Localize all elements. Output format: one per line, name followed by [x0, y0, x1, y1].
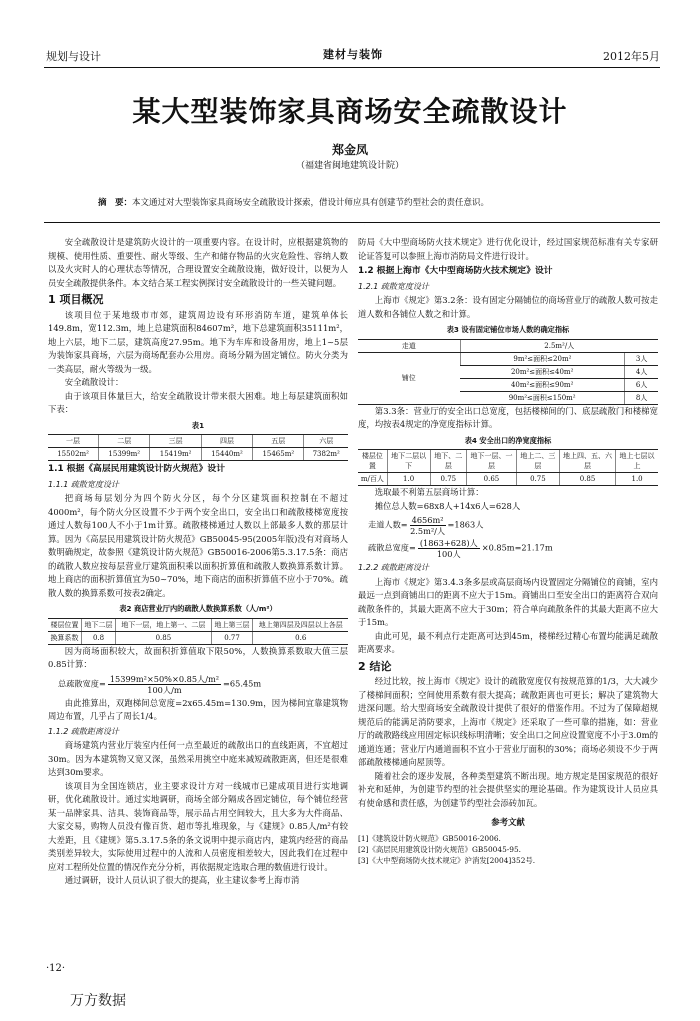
table4-header: 地下二层以下: [387, 450, 430, 473]
table1-header: 一层: [48, 435, 99, 448]
equation-fraction: [418, 538, 480, 559]
table4-header: 地上四、五、六层: [559, 450, 615, 473]
continued-paragraph: 防局《大中型商场防火技术规定》进行优化设计，经过国家规范标准有关专家研论证答复可以参照上海市消防局文件进行设计。: [358, 237, 658, 261]
table3-aisle-label: 走道: [358, 339, 460, 352]
table2-cell: 0.85: [116, 631, 212, 644]
header-date: 2012年5月: [603, 50, 660, 63]
table2-header: 地上第三层: [211, 618, 253, 631]
table3-cell: 90m²≤面积≤150m²: [460, 391, 625, 404]
table2: [48, 618, 348, 645]
table4-cell: 0.75: [516, 473, 559, 486]
article-author: 郑金凤: [331, 143, 368, 157]
table3-aisle-value: 2.5m²/人: [460, 339, 658, 352]
conclusion-paragraph-2: 随着社会的逐步发展，各种类型建筑不断出现。地方规定是国家规范的很好补充和延伸，为创建节约型的社会提供坚实的理论基础。作为建筑设计人员应具有使命感和责任感，为创建节约型社会添砖加瓦。: [358, 770, 658, 808]
article-affiliation: （福建省闽地建筑设计院）: [295, 161, 404, 171]
booth-count-paragraph: 摊位总人数=68x8人+14x6人=628人: [374, 500, 521, 511]
table3-row: [358, 352, 658, 365]
table4-caption: 表4 安全出口的净宽度指标: [464, 435, 552, 445]
subsection-1-2: 1.2 根据上海市《大中型商场防火技术规定》设计: [358, 266, 553, 276]
subsection-1-1-1: 1.1.1 疏散宽度设计: [48, 479, 119, 489]
table2-header: 楼层位置: [48, 618, 82, 631]
table1-cell: 7382m²: [304, 448, 348, 461]
watermark: 万方数据: [70, 993, 126, 1009]
overview-paragraph: 该项目位于某地级市市郊，建筑周边设有环形消防车道，建筑单体长149.8m，宽112.3m，地上总建筑面积84607m²，地下总建筑面积35111m²，地上六层，地下二层，建筑高度27.95m。地下为车库和设备用房，地上1~5层为装饰家具商场，六层为商场配套办公用房。商场分隔为固定铺位。防火分类为一类高层，耐火等级为一级。: [48, 309, 348, 374]
table4-header: 地下一层、一层: [467, 450, 517, 473]
section-heading-1: 1 项目概况: [48, 293, 104, 306]
table3-cell: 3人: [625, 352, 658, 365]
width-design-paragraph: 把商场每层划分为四个防火分区，每个分区建筑面积控制在不超过4000m²，每个防火分区设置不少于两个安全出口，安全出口和疏散楼梯宽度按通过人数每100人不小于1m计算。疏散楼梯通过人数以上部最多人数的那层计算。因为《高层民用建筑设计防火规范》GB50045-95(2005年版)没有对商场人数明确规定，故参照《建筑设计防火规范》GB50016-2006第5.3.17.5条：商店的疏散人数应按每层营业厅建筑面积乘以面积折算值和疏散人数换算系数计算。地上商店的面积折算值宜为50~70%，地下商店的面积折算值不应小于70%。疏散人数的换算系数可按表2确定。: [48, 493, 348, 598]
table2-row-label: 换算系数: [48, 631, 82, 644]
distance-result-paragraph: 由此可见，最不利点行走距离可达到45m，楼梯经过精心布置均能满足疏散距离要求。: [358, 630, 658, 654]
table1-caption: 表1: [191, 420, 205, 430]
continuation-paragraph: 通过调研，设计人员认识了很大的提高，业主建议参考上海市消: [64, 875, 300, 885]
table1-header: 四层: [201, 435, 252, 448]
table3-cell: 9m²≤面积≤20m²: [460, 352, 625, 365]
abstract: [98, 196, 622, 208]
abstract-text: 本文通过对大型装饰家具商场安全疏散设计探索，借设计师应具有创建节约型社会的责任意识。: [132, 198, 490, 208]
abstract-rule: [44, 222, 660, 223]
rule-3-2-paragraph: 上海市《规定》第3.2条：设有固定分隔铺位的商场营业厅的疏散人数可按走道人数和各铺位人数之和计算。: [358, 295, 658, 319]
table4: [358, 449, 658, 486]
reference-item: [1]《建筑设计防火规范》GB50016-2006.: [358, 833, 501, 843]
table4-cell: 0.65: [467, 473, 517, 486]
table1-header: 五层: [253, 435, 304, 448]
reference-item: [2]《高层民用建筑设计防火规范》GB50045-95.: [358, 844, 522, 854]
table4-header-row: [358, 450, 658, 473]
equation-aisle-people: [368, 515, 658, 536]
subsection-1-1-2: 1.1.2 疏散距离设计: [48, 726, 119, 736]
equation-exit-width: [368, 538, 658, 559]
table2-caption: 表2 商店营业厅内的疏散人数换算系数（人/m²）: [119, 604, 277, 613]
equation-prefix: 疏散总宽度=: [368, 542, 416, 553]
table4-header: 地上七层以上: [616, 450, 658, 473]
table1-cell: 15465m²: [253, 448, 304, 461]
table2-cell: 0.8: [82, 631, 116, 644]
subsection-1-2-2: 1.2.2 疏散距离设计: [358, 563, 429, 572]
equation-prefix: 走道人数=: [368, 519, 408, 530]
table2-header-row: [48, 618, 348, 631]
table3-cell: 4人: [625, 365, 658, 378]
table4-header: 地下、二层: [430, 450, 467, 473]
table2-row: [48, 631, 348, 644]
table4-cell: 1.0: [387, 473, 430, 486]
references-list: [358, 833, 658, 866]
header-rule: [44, 67, 660, 68]
table1: [48, 434, 348, 461]
rule-3-4-3-paragraph: 上海市《规定》第3.4.3条多层或高层商场内设置固定分隔铺位的商铺，室内最远一点到商铺出口的距离不应大于15m。商铺出口至安全出口的距离符合双向疏散条件的，其最大距离不应大于30m；符合单向疏散条件的其最大距离不应大于15m。: [358, 576, 658, 627]
references-title: 参考文献: [491, 817, 525, 827]
table1-header: 二层: [99, 435, 150, 448]
table2-header: 地下一层，地上第一、二层: [116, 618, 212, 631]
table1-cell: 15502m²: [48, 448, 99, 461]
table3-group-label: 铺位: [358, 352, 460, 404]
table1-header: 六层: [304, 435, 348, 448]
table3-caption: 表3 设有固定铺位市场人数的确定指标: [446, 325, 570, 334]
table4-header: 地上二、三层: [516, 450, 559, 473]
equation-numerator: (1863+628)人: [419, 538, 478, 548]
intro-paragraph: 安全疏散设计是建筑防火设计的一项重要内容。在设计时，应根据建筑物的规模、使用性质、重要性、耐火等级、生产和储存物品的火灾危险性、容纳人数以及火灾时人的心理状态等情况，合理设置安全疏散设施，做好设计，以便为人员安全疏散提供条件。本文结合某工程实例探讨安全疏散设计的一些关键问题。: [48, 237, 348, 288]
table1-header-row: [48, 435, 348, 448]
equation-prefix: 总疏散宽度=: [58, 678, 106, 688]
table1-cell: 15399m²: [99, 448, 150, 461]
equation-numerator: 15399m²×50%×0.85人/m²: [109, 673, 220, 684]
assumption-paragraph: 因为商场面积较大，故面积折算值取下限50%，人数换算系数取大值三层0.85计算：: [48, 645, 348, 669]
table2-header: 地下二层: [82, 618, 116, 631]
rule-3-3-paragraph: 第3.3条：营业厅的安全出口总宽度，包括楼梯间的门、底层疏散门和楼梯宽度，均按表4规定的净宽度指标计算。: [358, 405, 658, 429]
conclusion-paragraph-1: 经过比较，按上海市《规定》设计的疏散宽度仅有按规范算的1/3，大大减少了楼梯间面积；空间使用系数有很大提高；疏散距离也可更长；解决了建筑物大进深问题。给大型商场安全疏散设计提供了很好的借鉴作用。不过为了保障超规规范后的能满足消防要求，上海市《规定》还采取了一些可靠的措施，如：营业厅的疏散路线应用固定标识线标明清晰；安全出口之间应设置宽度不小于3.0m的通道连通；营业厅内通道面积不宜小于营业厅面积的30%；商场必须设不少于两部疏散楼梯通向屋顶等。: [358, 676, 658, 767]
header-journal: 建材与装饰: [323, 48, 383, 61]
equation-result: =1863人: [447, 519, 484, 530]
table4-cell: 1.0: [616, 473, 658, 486]
table3-row: [358, 339, 658, 352]
table2-header: 地上第四层及四层以上各层: [253, 618, 348, 631]
table1-cell: 15440m²: [201, 448, 252, 461]
equation-numerator: 4656m²: [411, 515, 444, 525]
equation-result: ×0.85m=21.17m: [481, 542, 553, 553]
page-number: ·12·: [46, 963, 66, 974]
design-paragraph: 由于该项目体量巨大，给安全疏散设计带来很大困难。地上每层建筑面积如下表：: [48, 390, 348, 414]
left-column: [48, 236, 348, 888]
reference-item: [3]《大中型商场防火技术规定》沪消发[2004]352号.: [358, 855, 536, 865]
equation-fraction: [410, 515, 446, 536]
article-title: 某大型装饰家具商场安全疏散设计: [132, 95, 568, 128]
table2-cell: 0.6: [253, 631, 348, 644]
abstract-label: 摘 要：: [98, 198, 133, 208]
table3-cell: 8人: [625, 391, 658, 404]
table4-cell: 0.85: [559, 473, 615, 486]
equation-denominator: 100人/m: [147, 684, 182, 695]
table3: [358, 339, 658, 405]
table1-header: 三层: [150, 435, 201, 448]
table1-cell: 15419m²: [150, 448, 201, 461]
table4-row: [358, 473, 658, 486]
table4-row-label: m/百人: [358, 473, 387, 486]
subsection-1-1: 1.1 根据《高层民用建筑设计防火规范》设计: [48, 464, 225, 474]
choose-floor-paragraph: 选取最不利第五层商场计算：: [374, 487, 484, 497]
right-column: [358, 236, 658, 866]
distance-paragraph: 商场建筑内营业厅装室内任何一点至最近的疏散出口的直线距离，不宜超过30m。因为本建筑物又宽又深，虽然采用挑空中庭来减短疏散距离，但还是很难达到30m要求。: [48, 740, 348, 777]
equation-total-width: [58, 674, 348, 695]
header-section: 规划与设计: [46, 50, 101, 63]
stair-width-paragraph: 由此推算出，双跑梯间总宽度=2x65.45m=130.9m，因为梯间宜靠建筑物周边布置，几乎占了周长1/4。: [48, 697, 348, 721]
table4-cell: 0.75: [430, 473, 467, 486]
running-header: [46, 46, 660, 66]
table4-header: 楼层位置: [358, 450, 387, 473]
table3-cell: 6人: [625, 378, 658, 391]
table2-cell: 0.77: [211, 631, 253, 644]
subsection-1-2-1: 1.2.1 疏散宽度设计: [358, 281, 429, 291]
section-heading-2: 2 结论: [358, 659, 392, 673]
equation-denominator: 100人: [436, 549, 461, 559]
table1-row: [48, 448, 348, 461]
equation-denominator: 2.5m²/人: [410, 526, 446, 536]
design-label: 安全疏散设计：: [64, 377, 124, 387]
table3-cell: 20m²≤面积≤40m²: [460, 365, 625, 378]
equation-result: =65.45m: [223, 678, 262, 688]
equation-fraction: [108, 674, 221, 695]
survey-paragraph: 该项目为全国连锁店，业主要求设计方对一线城市已建成项目进行实地调研，优化疏散设计。通过实地调研，商场全部分隔成各固定铺位，每个铺位经营某一品牌家具、洁具、装饰商品等，展示品占用空间较大，且大多为大件商品、大家交易，购物人员没有像百货、超市等扎堆现象，与《建规》0.85人/m²有较大差距，且《建规》第5.3.17.5条的条文说明中提示商店内，建筑内经营的商品类别差异较大，实际使用过程中的人流和人员密度相差较大，因此我们在过程中应对工程所处位置的情况作充分分析，再依据规定选取合理的数值进行设计。: [48, 780, 348, 872]
table3-cell: 40m²≤面积≤90m²: [460, 378, 625, 391]
